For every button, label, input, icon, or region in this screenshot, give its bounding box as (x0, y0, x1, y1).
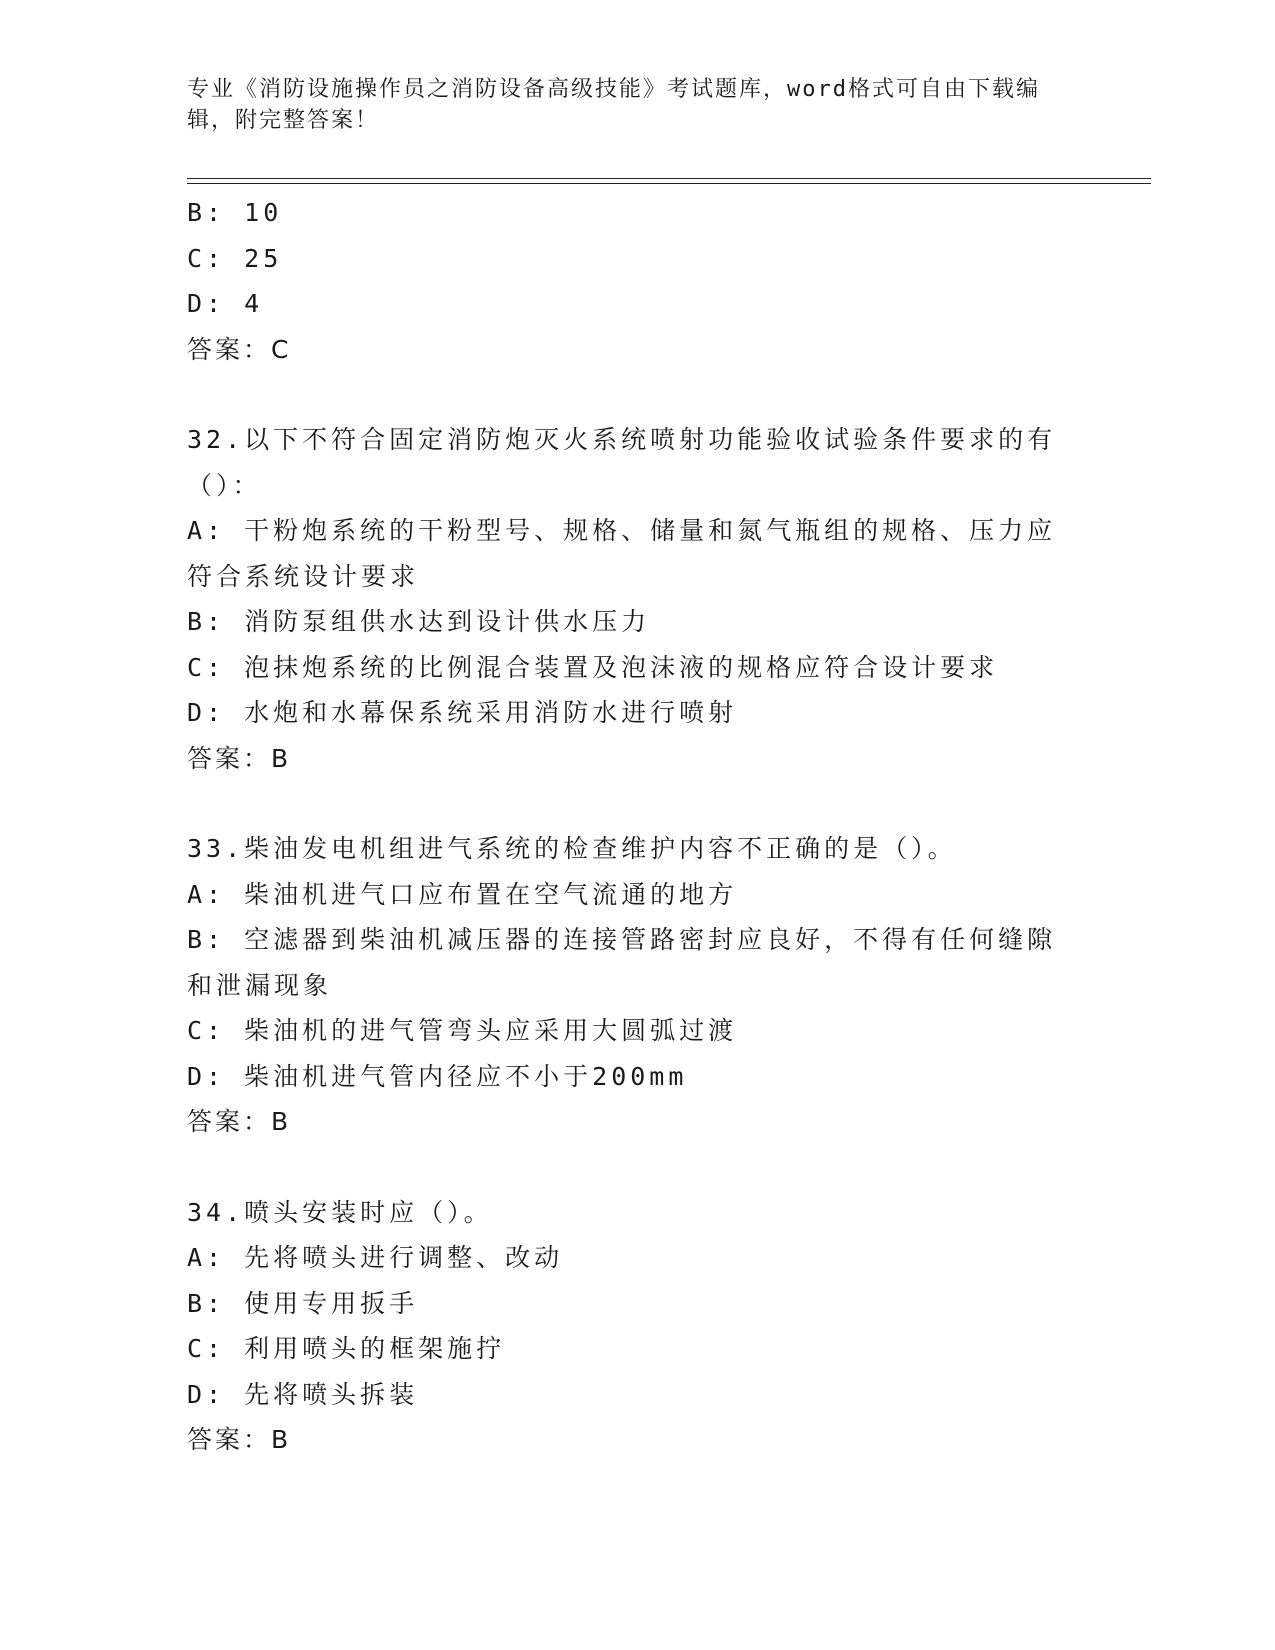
spacer (187, 1145, 1087, 1190)
option-a: A: 先将喷头进行调整、改动 (187, 1243, 564, 1272)
option-a: A: 干粉炮系统的干粉型号、规格、储量和氮气瓶组的规格、压力应符合系统设计要求 (187, 516, 1057, 591)
option-a: A: 柴油机进气口应布置在空气流通的地方 (187, 879, 738, 909)
option-c: C: 柴油机的进气管弯头应采用大圆弧过渡 (187, 1016, 738, 1045)
question-34 (187, 1190, 1067, 1463)
option-c: C: 利用喷头的框架施拧 (187, 1334, 506, 1363)
spacer (187, 372, 1087, 417)
question-stem: 34.喷头安装时应（）。 (187, 1197, 493, 1227)
answer-line: 答案：B (187, 1107, 292, 1136)
option-d: D: 4 (187, 289, 264, 318)
answer-line: 答案：C (187, 334, 292, 364)
option-d: D: 柴油机进气管内径应不小于200mm (187, 1061, 688, 1091)
question-stem: 32.以下不符合固定消防炮灭火系统喷射功能验收试验条件要求的有（）： (187, 425, 1057, 500)
answer-line: 答案：B (187, 743, 292, 773)
spacer (187, 781, 1087, 826)
option-c: C: 泡抹炮系统的比例混合装置及泡沫液的规格应符合设计要求 (187, 652, 999, 682)
document-body (187, 190, 1087, 1463)
option-b: B: 使用专用扳手 (187, 1288, 419, 1318)
option-d: D: 先将喷头拆装 (187, 1379, 419, 1409)
question-stem: 33.柴油发电机组进气系统的检查维护内容不正确的是（）。 (187, 834, 957, 863)
option-b: B: 空滤器到柴油机减压器的连接管路密封应良好，不得有任何缝隙和泄漏现象 (187, 925, 1057, 1000)
question-33 (187, 826, 1067, 1145)
question-31-tail (187, 190, 1087, 372)
answer-line: 答案：B (187, 1425, 292, 1454)
page-header (187, 74, 1067, 136)
option-d: D: 水炮和水幕保系统采用消防水进行喷射 (187, 698, 738, 727)
question-32 (187, 417, 1067, 781)
option-b: B: 10 (187, 198, 283, 227)
header-divider (187, 178, 1151, 184)
header-text: 专业《消防设施操作员之消防设备高级技能》考试题库，word格式可自由下载编辑，附完整答案！ (187, 77, 1040, 133)
option-b: B: 消防泵组供水达到设计供水压力 (187, 607, 651, 636)
option-c: C: 25 (187, 243, 283, 273)
